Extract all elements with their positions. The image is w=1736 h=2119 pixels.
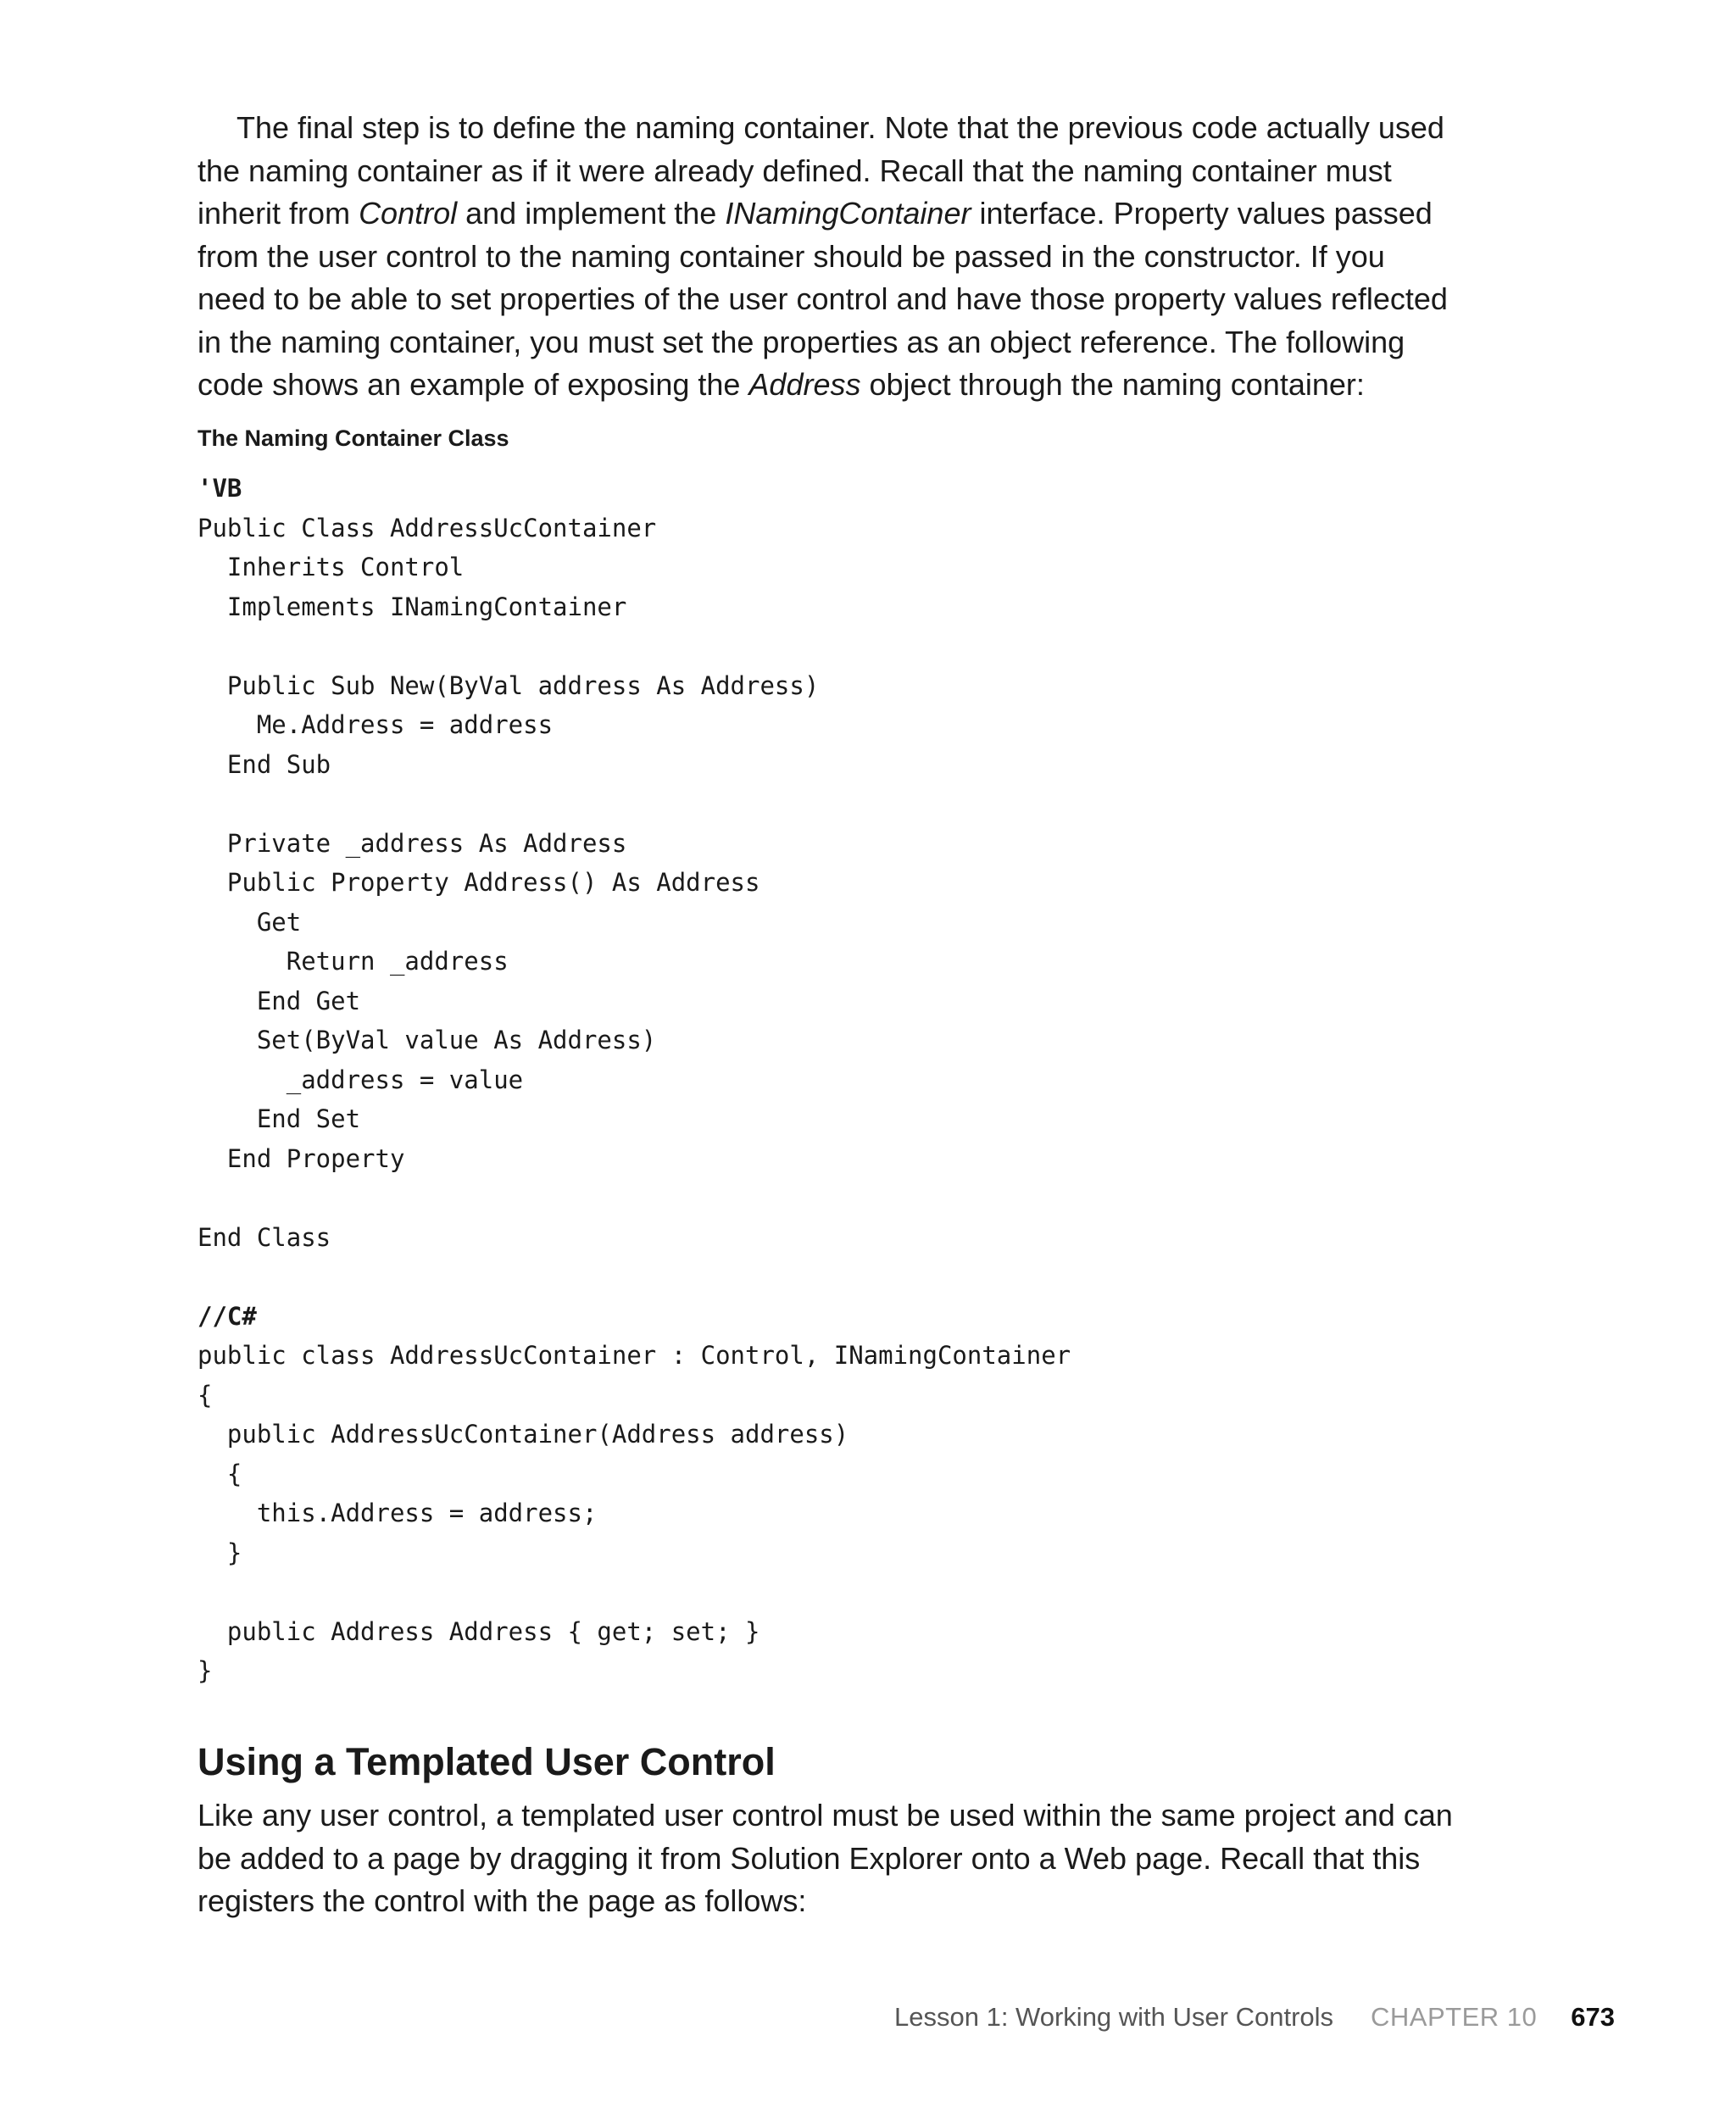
code-language-label: 'VB [198, 474, 242, 503]
code-line [198, 1178, 1071, 1218]
code-line: Public Property Address() As Address [198, 868, 760, 897]
code-line: End Set [198, 1104, 361, 1133]
code-line [198, 1257, 1071, 1297]
term-address: Address [748, 367, 861, 402]
code-line: public Address Address { get; set; } [198, 1616, 760, 1646]
code-line: End Sub [198, 749, 331, 779]
code-line: Return _address [198, 947, 509, 976]
section-line-2: be added to a page by dragging it from Solution Explorer onto a Web page. Recall that this [198, 1840, 1421, 1876]
code-line: } [198, 1538, 242, 1567]
section-line-1: Like any user control, a templated user control must be used within the same project and can [198, 1798, 1453, 1833]
intro-line-1: The final step is to define the naming container. Note that the previous code actually used [236, 110, 1444, 145]
code-line: End Class [198, 1222, 331, 1252]
intro-paragraph [198, 107, 1448, 407]
code-line: { [198, 1459, 242, 1488]
intro-text: object through the naming container: [860, 367, 1365, 402]
code-line: Public Sub New(ByVal address As Address) [198, 670, 820, 700]
page-number: 673 [1571, 2002, 1615, 2032]
code-listing [198, 469, 1071, 1691]
code-line: Public Class AddressUcContainer [198, 513, 657, 542]
intro-text: inherit from [198, 196, 359, 231]
code-line: { [198, 1380, 213, 1410]
footer-lesson-title: Lesson 1: Working with User Controls [894, 2002, 1334, 2032]
intro-line-3 [198, 192, 1435, 236]
code-line: _address = value [198, 1065, 524, 1094]
page-footer [894, 2000, 1615, 2034]
section-paragraph [198, 1794, 1453, 1923]
code-line: End Get [198, 986, 361, 1015]
code-caption: The Naming Container Class [198, 425, 509, 451]
code-line: End Property [198, 1143, 405, 1173]
code-line [198, 1572, 1071, 1612]
term-inamingcontainer: INamingContainer [725, 196, 971, 231]
code-line: this.Address = address; [198, 1499, 598, 1527]
intro-line-2: the naming container as if it were already defined. Recall that the naming container must [198, 153, 1392, 188]
code-line: Get [198, 907, 302, 937]
section-line-3: registers the control with the page as follows: [198, 1883, 807, 1918]
intro-line-5: need to be able to set properties of the user control and have those property values reflected [198, 281, 1448, 316]
code-language-label: //C# [198, 1301, 257, 1331]
code-line [198, 784, 1071, 824]
code-line: Set(ByVal value As Address) [198, 1026, 657, 1054]
code-line: Private _address As Address [198, 828, 627, 858]
code-line: Me.Address = address [198, 710, 554, 739]
code-line: Inherits Control [198, 553, 465, 581]
intro-text: and implement the [457, 196, 726, 231]
code-line: } [198, 1656, 213, 1685]
intro-text: interface. Property values passed [971, 196, 1433, 231]
intro-line-7 [198, 364, 1435, 407]
footer-chapter-label: CHAPTER 10 [1371, 2002, 1538, 2032]
intro-line-4: from the user control to the naming container should be passed in the constructor. If you [198, 238, 1385, 274]
code-line: Implements INamingContainer [198, 592, 627, 621]
code-line: public class AddressUcContainer : Control, INamingContainer [198, 1341, 1071, 1370]
intro-text: code shows an example of exposing the [198, 367, 749, 402]
code-line [198, 626, 1071, 666]
section-heading: Using a Templated User Control [198, 1740, 776, 1783]
term-control: Control [359, 196, 458, 231]
intro-line-6: in the naming container, you must set the properties as an object reference. The following [198, 324, 1405, 359]
code-line: public AddressUcContainer(Address address) [198, 1420, 849, 1449]
